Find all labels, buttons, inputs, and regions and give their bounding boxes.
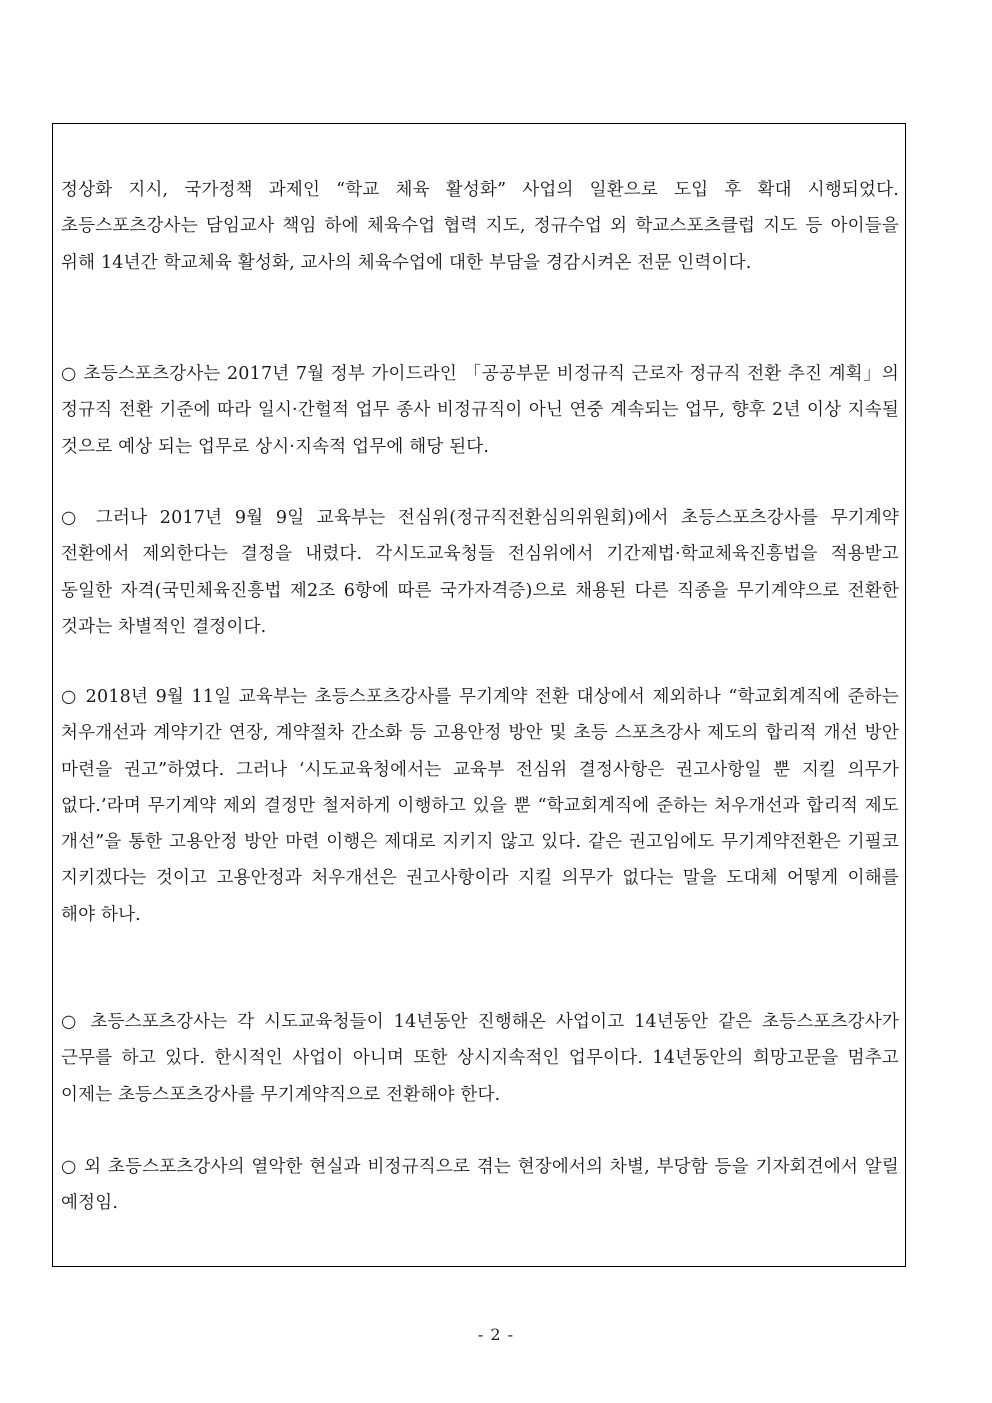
content-box bbox=[52, 123, 906, 1267]
paragraph-2018-recommendation: ○ 2018년 9월 11일 교육부는 초등스포츠강사를 무기계약 전환 대상에서 제외하나 “학교회계직에 준하는 처우개선과 계약기간 연장, 계약절차 간소화 등 고용안정 방안 및 초등 스포츠강사 제도의 합리적 개선 방안 마련을 권고”하였다. 그러나 ‘시도교육청에서는 교육부 전심위 결정사항은 권고사항일 뿐 지킬 의무가 없다.’라며 무기계약 제외 결정만 철저하게 이행하고 있을 뿐 “학교회계직에 준하는 처우개선과 합리적 제도 개선”을 통한 고용안정 방안 마련 이행은 제대로 지키지 않고 있다. 같은 권고임에도 무기계약전환은 기필코 지키겠다는 것이고 고용안정과 처우개선은 권고사항이라 지킬 의무가 없다는 말을 도대체 어떻게 이해를 해야 하나. bbox=[61, 687, 899, 925]
paragraph-2017-decision: ○ 그러나 2017년 9월 9일 교육부는 전심위(정규직전환심의위원회)에서 초등스포츠강사를 무기계약 전환에서 제외한다는 결정을 내렸다. 각시도교육청들 전심위에서 기간제법·학교체육진흥법을 적용받고 동일한 자격(국민체육진흥법 제2조 6항에 따른 국가자격증)으로 채용된 다른 직종을 무기계약으로 전환한 것과는 차별적인 결정이다. bbox=[61, 508, 899, 637]
paragraph-14-years: ○ 초등스포츠강사는 각 시도교육청들이 14년동안 진행해온 사업이고 14년동안 같은 초등스포츠강사가 근무를 하고 있다. 한시적인 사업이 아니며 또한 상시지속적인 업무이다. 14년동안의 희망고문을 멈추고 이제는 초등스포츠강사를 무기계약직으로 전환해야 한다. bbox=[61, 1012, 899, 1105]
paragraph-guideline: ○ 초등스포츠강사는 2017년 7월 정부 가이드라인 「공공부문 비정규직 근로자 정규직 전환 추진 계획」의 정규직 전환 기준에 따라 일시·간헐적 업무 종사 비정규직이 아닌 연중 계속되는 업무, 향후 2년 이상 지속될 것으로 예상 되는 업무로 상시·지속적 업무에 해당 된다. bbox=[61, 364, 899, 457]
paragraph-intro-continued: 정상화 지시, 국가정책 과제인 “학교 체육 활성화” 사업의 일환으로 도입 후 확대 시행되었다. 초등스포츠강사는 담임교사 책임 하에 체육수업 협력 지도, 정규수업 외 학교스포츠클럽 지도 등 아이들을 위해 14년간 학교체육 활성화, 교사의 체육수업에 대한 부담을 경감시켜온 전문 인력이다. bbox=[61, 180, 899, 273]
paragraph-press-conference: ○ 외 초등스포츠강사의 열악한 현실과 비정규직으로 겪는 현장에서의 차별, 부당함 등을 기자회견에서 알릴 예정임. bbox=[61, 1157, 899, 1214]
page-number: - 2 - bbox=[477, 1325, 515, 1344]
